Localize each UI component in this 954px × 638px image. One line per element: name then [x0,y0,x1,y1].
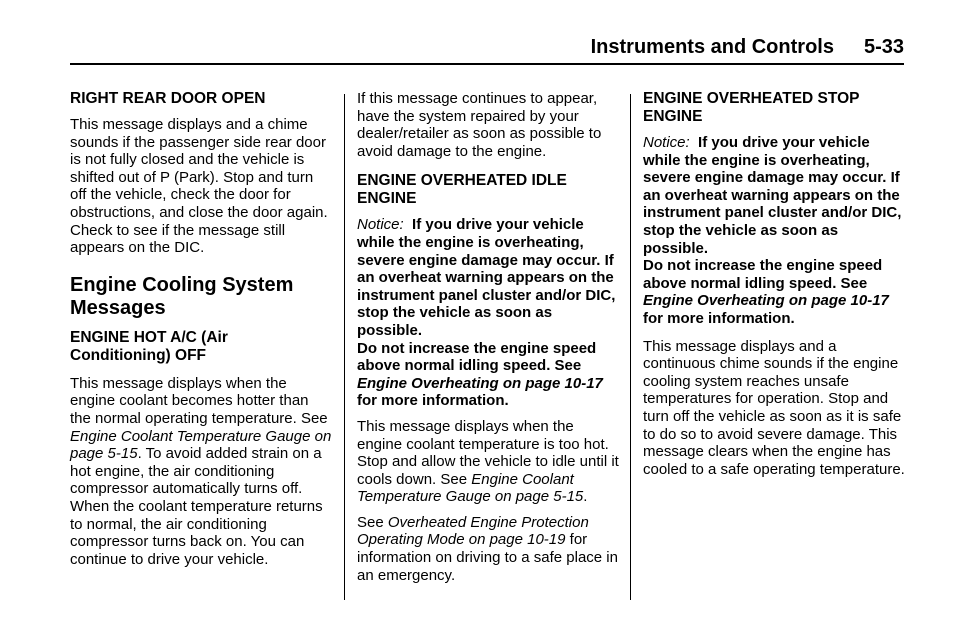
text: See [357,513,388,531]
column-3 [643,90,905,486]
text: . To avoid added strain on a hot engine, the air conditioning compressor automatically turns off. When the coolant temperature returns to normal, the air conditioning compressor turns back on. You can continue to drive your vehicle. [70,445,323,568]
text: Do not increase the engine speed above normal idling speed. See [643,257,883,292]
column-divider [630,94,631,600]
notice-block [643,134,905,257]
heading-engine-overheated-stop: ENGINE OVERHEATED STOP ENGINE [643,90,860,125]
notice-block [357,216,619,339]
text: This message displays when the engine coolant becomes hotter than the normal operating temperature. See [70,374,328,427]
paragraph-continues: If this message continues to appear, have the system repaired by your dealer/retailer as soon as possible to avoid damage to the engine. [357,90,602,160]
text: for more information. [357,392,509,410]
cross-reference: Engine Coolant Temperature Gauge on page 5-15 [70,427,332,463]
text: for information on driving to a safe place in an emergency. [357,531,618,584]
column-1 [70,90,332,576]
section-title: Instruments and Controls [590,36,834,58]
heading-engine-cooling-system-messages: Engine Cooling System Messages [70,273,294,319]
text: This message displays when the engine coolant temperature is too hot. Stop and allow the vehicle to idle until it cools down. See [357,417,619,488]
text: for more information. [643,309,795,327]
notice-block-2 [357,340,619,410]
column-2 [357,90,619,592]
notice-text: If you drive your vehicle while the engine is overheating, severe engine damage may occur. If an overheat warning appears on the instrument panel cluster and/or DIC, stop the vehicle as soon as possible. [643,134,902,257]
cross-reference: Overheated Engine Protection Operating Mode on page 10-19 [357,513,589,549]
heading-engine-overheated-idle: ENGINE OVERHEATED IDLE ENGINE [357,172,567,208]
paragraph-see-protection [357,514,619,584]
cross-reference: Engine Overheating on page 10-17 [643,292,889,310]
cross-reference: Engine Coolant Temperature Gauge on page 5-15 [357,470,584,506]
heading-engine-hot-ac-off: ENGINE HOT A/C (Air Conditioning) OFF [70,328,228,364]
text: . [583,488,588,506]
paragraph-engine-hot [70,375,332,569]
header-rule [70,63,904,65]
page-header [591,36,904,59]
paragraph-idle-message [357,418,619,506]
heading-right-rear-door-open: RIGHT REAR DOOR OPEN [70,90,266,107]
notice-text: If you drive your vehicle while the engine is overheating, severe engine damage may occur. If an overheat warning appears on the instrument panel cluster and/or DIC, stop the vehicle as soon as possible. [357,216,616,339]
column-divider [344,94,345,600]
notice-label: Notice: [643,134,690,151]
notice-block-2 [643,257,905,327]
cross-reference: Engine Overheating on page 10-17 [357,374,603,392]
text: Do not increase the engine speed above normal idling speed. See [357,339,597,375]
paragraph-stop-message: This message displays and a continuous chime sounds if the engine cooling system reaches unsafe temperatures for operation. Stop and turn off the vehicle as soon as it is safe to do so to avoid severe damage. This message clears when the engine has cooled to a safe operating temperature. [643,337,905,478]
notice-label: Notice: [357,216,404,234]
page-number: 5-33 [863,36,904,58]
paragraph-right-rear-door: This message displays and a chime sounds if the passenger side rear door is not fully closed and the vehicle is shifted out of P (Park). Stop and turn off the vehicle, check the door for obstructions, and close the door again. Check to see if the message still appears on the DIC. [70,116,328,257]
